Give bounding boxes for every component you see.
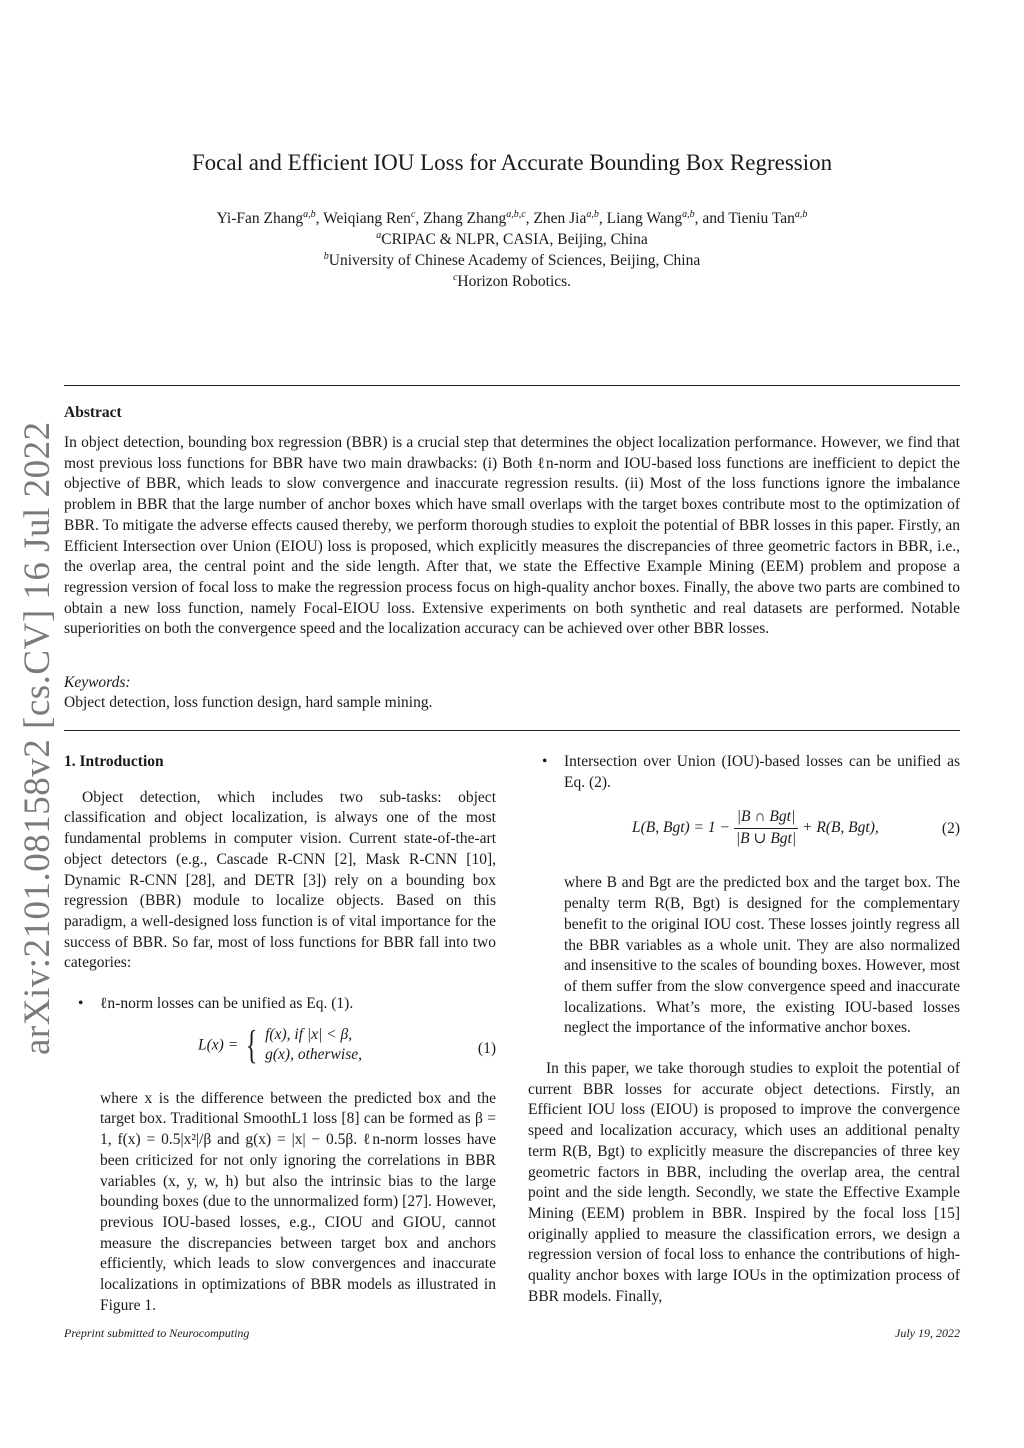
fraction bbox=[734, 807, 798, 849]
equation-lhs: L(B, Bgt) = 1 − bbox=[632, 819, 734, 837]
author-affiliation-mark: a,b bbox=[682, 209, 695, 220]
equation-2-body bbox=[632, 807, 879, 849]
affiliation-text: CRIPAC & NLPR, CASIA, Beijing, China bbox=[381, 231, 648, 248]
author-name: , Zhang Zhang bbox=[415, 210, 507, 227]
equation-1 bbox=[64, 1022, 496, 1077]
right-paragraph-1: where B and Bgt are the predicted box and the target box. The penalty term R(B, Bgt) is designed for the complementary benefit to the original IOU cost. These losses jointly regress all the BBR variables as a whole unit. They are also normalized and insensitive to the scales of bounding boxes. However, most of them suffer from the slow convergence speed and inaccurate localizations. What’s more, the existing IOU-based losses neglect the importance of the informative anchor boxes. bbox=[564, 874, 960, 1037]
author-name: , Zhen Jia bbox=[525, 210, 587, 227]
author-name: Yi-Fan Zhang bbox=[216, 210, 304, 227]
abstract-heading: Abstract bbox=[64, 404, 122, 421]
intro-paragraph-2: where x is the difference between the predicted box and the target box. Traditional SmoothL1 loss [8] can be formed as β = 1, f(x) = 0.5|x²|/β and g(x) = |x| − 0.5β. ℓn-norm losses have been criticized for not only ignoring the correlations in BBR variables (x, y, w, h) but also the intrinsic bias to the large bounding boxes (due to the unnormalized form) [27]. However, previous IOU-based losses, e.g., CIOU and GIOU, cannot measure the discrepancies between target box and anchors efficiently, which leads to slow convergences and inaccurate localizations in optimizations of BBR models as illustrated in Figure 1. bbox=[100, 1089, 496, 1314]
equation-lhs: L(x) = bbox=[198, 1036, 243, 1053]
author-affiliation-mark: a,b bbox=[303, 209, 316, 220]
author-affiliation-mark: a,b bbox=[586, 209, 599, 220]
affiliation-mark: c bbox=[452, 272, 458, 283]
author-affiliation-mark: a,b bbox=[794, 209, 808, 220]
equation-2 bbox=[528, 805, 960, 855]
affiliation-text: Horizon Robotics. bbox=[457, 273, 572, 290]
bullet-ln-norm bbox=[64, 994, 496, 1015]
bullet-dot-icon: • bbox=[542, 753, 548, 770]
divider-top bbox=[64, 385, 960, 386]
left-column bbox=[64, 752, 496, 1316]
section-heading-introduction: 1. Introduction bbox=[64, 753, 164, 770]
bullet-dot-icon: • bbox=[78, 995, 84, 1013]
affiliation-text: University of Chinese Academy of Sciences, Beijing, China bbox=[328, 252, 701, 269]
equation-1-body bbox=[198, 1022, 362, 1068]
author-name: , and Tieniu Tan bbox=[694, 210, 795, 227]
affiliation bbox=[0, 250, 1024, 271]
keywords-text: Object detection, loss function design, hard sample mining. bbox=[64, 694, 433, 711]
author-affiliation-mark: a,b,c bbox=[506, 209, 526, 220]
equation-case: f(x), if |x| < β, bbox=[265, 1025, 353, 1043]
equation-case: g(x), otherwise, bbox=[265, 1046, 362, 1064]
equation-cases bbox=[265, 1025, 362, 1066]
affiliation-mark: a bbox=[376, 230, 382, 241]
bullet-text: Intersection over Union (IOU)-based losses can be unified as Eq. (2). bbox=[564, 753, 960, 791]
intro-paragraph-1: Object detection, which includes two sub-tasks: object classification and object localization, is always one of the most fundamental problems in computer vision. Current state-of-the-art object detectors (e.g., Cascade R-CNN [2], Mask R-CNN [10], Dynamic R-CNN [28], and DETR [3]) rely on a bounding box regression (BBR) module to localize objects. Based on this paradigm, a well-designed loss function is of vital importance for the success of BBR. So far, most of loss functions for BBR fall into two categories: bbox=[64, 788, 496, 972]
bullet-text: ℓn-norm losses can be unified as Eq. (1). bbox=[100, 995, 354, 1013]
author-name: , Weiqiang Ren bbox=[315, 210, 411, 227]
affiliation-mark: b bbox=[323, 251, 329, 262]
abstract-text: In object detection, bounding box regression (BBR) is a crucial step that determines the object localization performance. However, we find that most previous loss functions for BBR have two main drawbacks: (i) Both ℓn-norm and IOU-based loss functions are inefficient to depict the objective of BBR, which leads to slow convergence and inaccurate regression results. (ii) Most of the loss functions ignore the imbalance problem in BBR that the large number of anchor boxes which have small overlaps with the target boxes contribute most to the optimization of BBR. To mitigate the adverse effects caused thereby, we perform thorough studies to exploit the potential of BBR losses in this paper. Firstly, an Efficient Intersection over Union (EIOU) loss is proposed, which explicitly measures the discrepancies of three geometric factors in BBR, i.e., the overlap area, the central point and the side length. After that, we state the Effective Example Mining (EEM) problem and propose a regression version of focal loss to make the regression process focus on high-quality anchor boxes. Finally, the above two parts are combined to obtain a new loss function, namely Focal-EIOU loss. Extensive experiments on both synthetic and real datasets are performed. Notable superiorities on both the convergence speed and the localization accuracy can be achieved over other BBR losses. bbox=[64, 434, 960, 638]
right-column bbox=[528, 752, 960, 1307]
footer-date: July 19, 2022 bbox=[895, 1326, 960, 1340]
affiliation bbox=[0, 229, 1024, 250]
fraction-numerator: |B ∩ Bgt| bbox=[734, 807, 798, 829]
brace-icon: { bbox=[245, 1022, 258, 1068]
equation-number: (1) bbox=[477, 1039, 496, 1057]
author-block bbox=[0, 208, 1024, 292]
fraction-denominator: |B ∪ Bgt| bbox=[735, 830, 797, 848]
equation-rhs: + R(B, Bgt), bbox=[802, 819, 879, 837]
author-list bbox=[0, 208, 1024, 229]
divider-bottom bbox=[64, 730, 960, 731]
right-paragraph-2: In this paper, we take thorough studies to exploit the potential of current BBR losses for accurate object detections. Firstly, an Efficient IOU loss (EIOU) is proposed to improve the convergence speed and localization accuracy, which uses an additional penalty term R(B, Bgt) to explicitly measure the discrepancies of three key geometric factors in BBR, including the overlap area, the central point and the side length. Secondly, we state the Effective Example Mining (EEM) problem in BBR. Inspired by the focal loss [15] originally applied to measure the classification errors, we design a regression version of focal loss to enhance the contributions of high-quality anchor boxes with large IOUs in the optimization process of BBR models. Finally, bbox=[528, 1060, 960, 1305]
author-affiliation-mark: c bbox=[410, 209, 416, 220]
paper-title: Focal and Efficient IOU Loss for Accurate Bounding Box Regression bbox=[191, 150, 833, 175]
equation-number: (2) bbox=[941, 820, 960, 838]
affiliation bbox=[0, 271, 1024, 292]
footer-journal: Preprint submitted to Neurocomputing bbox=[64, 1326, 250, 1340]
keywords-heading: Keywords: bbox=[64, 674, 131, 691]
bullet-iou bbox=[528, 752, 960, 793]
author-name: , Liang Wang bbox=[598, 210, 683, 227]
arxiv-identifier[interactable]: arXiv:2101.08158v2 [cs.CV] 16 Jul 2022 bbox=[17, 421, 58, 1055]
